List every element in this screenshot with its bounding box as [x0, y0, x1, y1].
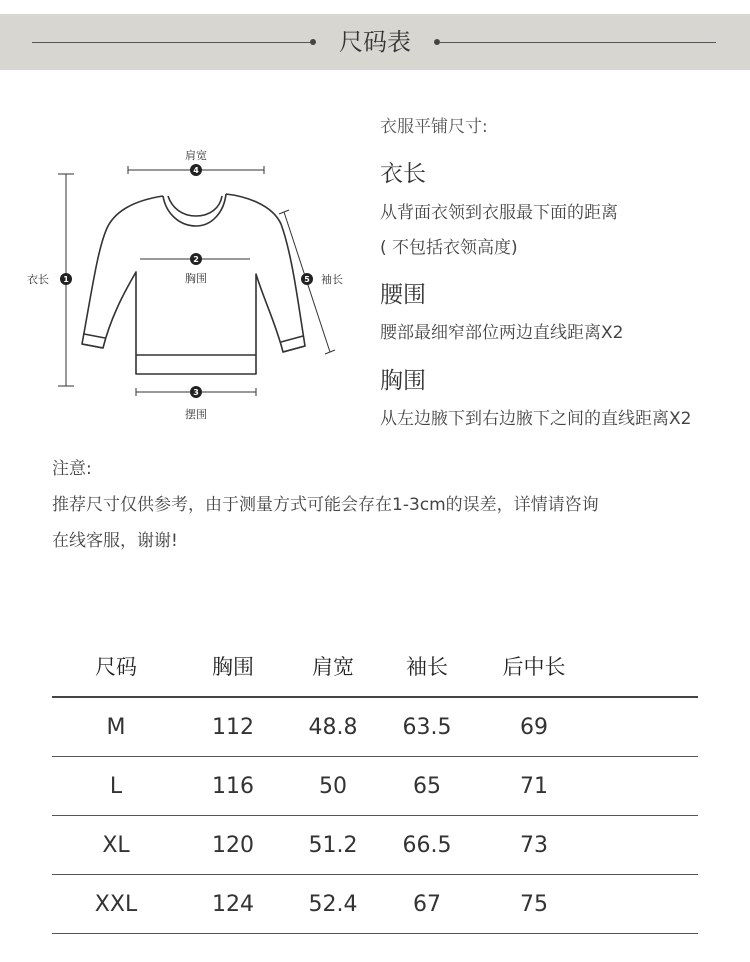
marker-4-label: 4 — [193, 166, 199, 175]
cell-chest: 124 — [180, 875, 286, 934]
cell-shoulder: 50 — [286, 757, 380, 816]
description-intro: 衣服平铺尺寸: — [380, 117, 488, 137]
waist-line-1: 腰部最细窄部位两边直线距离X2 — [380, 323, 624, 343]
cell-back-length: 69 — [474, 697, 594, 757]
cell-shoulder: 51.2 — [286, 816, 380, 875]
cell-empty — [594, 816, 698, 875]
size-table — [52, 636, 698, 934]
cell-sleeve: 66.5 — [380, 816, 474, 875]
notes-line-2: 在线客服，谢谢! — [52, 531, 178, 551]
banner-line-left — [32, 42, 310, 43]
length-line-2: ( 不包括衣领高度) — [380, 238, 518, 258]
label-chest: 胸围 — [185, 272, 207, 285]
banner-line-right — [440, 42, 716, 43]
cell-shoulder: 52.4 — [286, 875, 380, 934]
header-back-length: 后中长 — [474, 636, 594, 697]
cell-shoulder: 48.8 — [286, 697, 380, 757]
cell-back-length: 71 — [474, 757, 594, 816]
marker-1-label: 1 — [63, 275, 69, 284]
header-shoulder: 肩宽 — [286, 636, 380, 697]
cell-sleeve: 67 — [380, 875, 474, 934]
marker-2-label: 2 — [193, 255, 199, 264]
header-empty — [594, 636, 698, 697]
cell-sleeve: 65 — [380, 757, 474, 816]
marker-3-label: 3 — [193, 388, 199, 397]
size-table-header-row — [52, 636, 698, 697]
notes-line-1: 推荐尺寸仅供参考，由于测量方式可能会存在1-3cm的误差，详情请咨询 — [52, 495, 599, 515]
marker-5-label: 5 — [304, 275, 310, 284]
cell-empty — [594, 875, 698, 934]
cell-back-length: 73 — [474, 816, 594, 875]
sweater-diagram — [0, 140, 370, 430]
length-line-1: 从背面衣领到衣服最下面的距离 — [380, 203, 618, 223]
table-row — [52, 757, 698, 816]
label-sleeve: 袖长 — [321, 273, 343, 286]
label-shoulder: 肩宽 — [185, 149, 207, 162]
cell-size: XXL — [52, 875, 180, 934]
chest-line-1: 从左边腋下到右边腋下之间的直线距离X2 — [380, 409, 692, 429]
heading-chest: 胸围 — [380, 368, 426, 394]
label-hem: 摆围 — [185, 408, 207, 421]
table-row — [52, 875, 698, 934]
title-banner — [0, 14, 750, 70]
notes-title: 注意: — [52, 459, 92, 479]
collar-inner — [168, 196, 222, 216]
cell-size: XL — [52, 816, 180, 875]
cell-size: M — [52, 697, 180, 757]
cell-empty — [594, 697, 698, 757]
heading-length: 衣长 — [380, 161, 426, 187]
cell-empty — [594, 757, 698, 816]
cell-sleeve: 63.5 — [380, 697, 474, 757]
header-chest: 胸围 — [180, 636, 286, 697]
table-row — [52, 816, 698, 875]
page-title: 尺码表 — [339, 28, 411, 56]
label-length: 衣长 — [27, 273, 49, 286]
header-sleeve: 袖长 — [380, 636, 474, 697]
banner-dot-left — [310, 39, 316, 45]
cell-size: L — [52, 757, 180, 816]
cell-chest: 120 — [180, 816, 286, 875]
heading-waist: 腰围 — [380, 282, 426, 308]
cell-chest: 116 — [180, 757, 286, 816]
cell-chest: 112 — [180, 697, 286, 757]
header-size: 尺码 — [52, 636, 180, 697]
cell-back-length: 75 — [474, 875, 594, 934]
collar-outer — [163, 194, 226, 226]
table-row — [52, 697, 698, 757]
